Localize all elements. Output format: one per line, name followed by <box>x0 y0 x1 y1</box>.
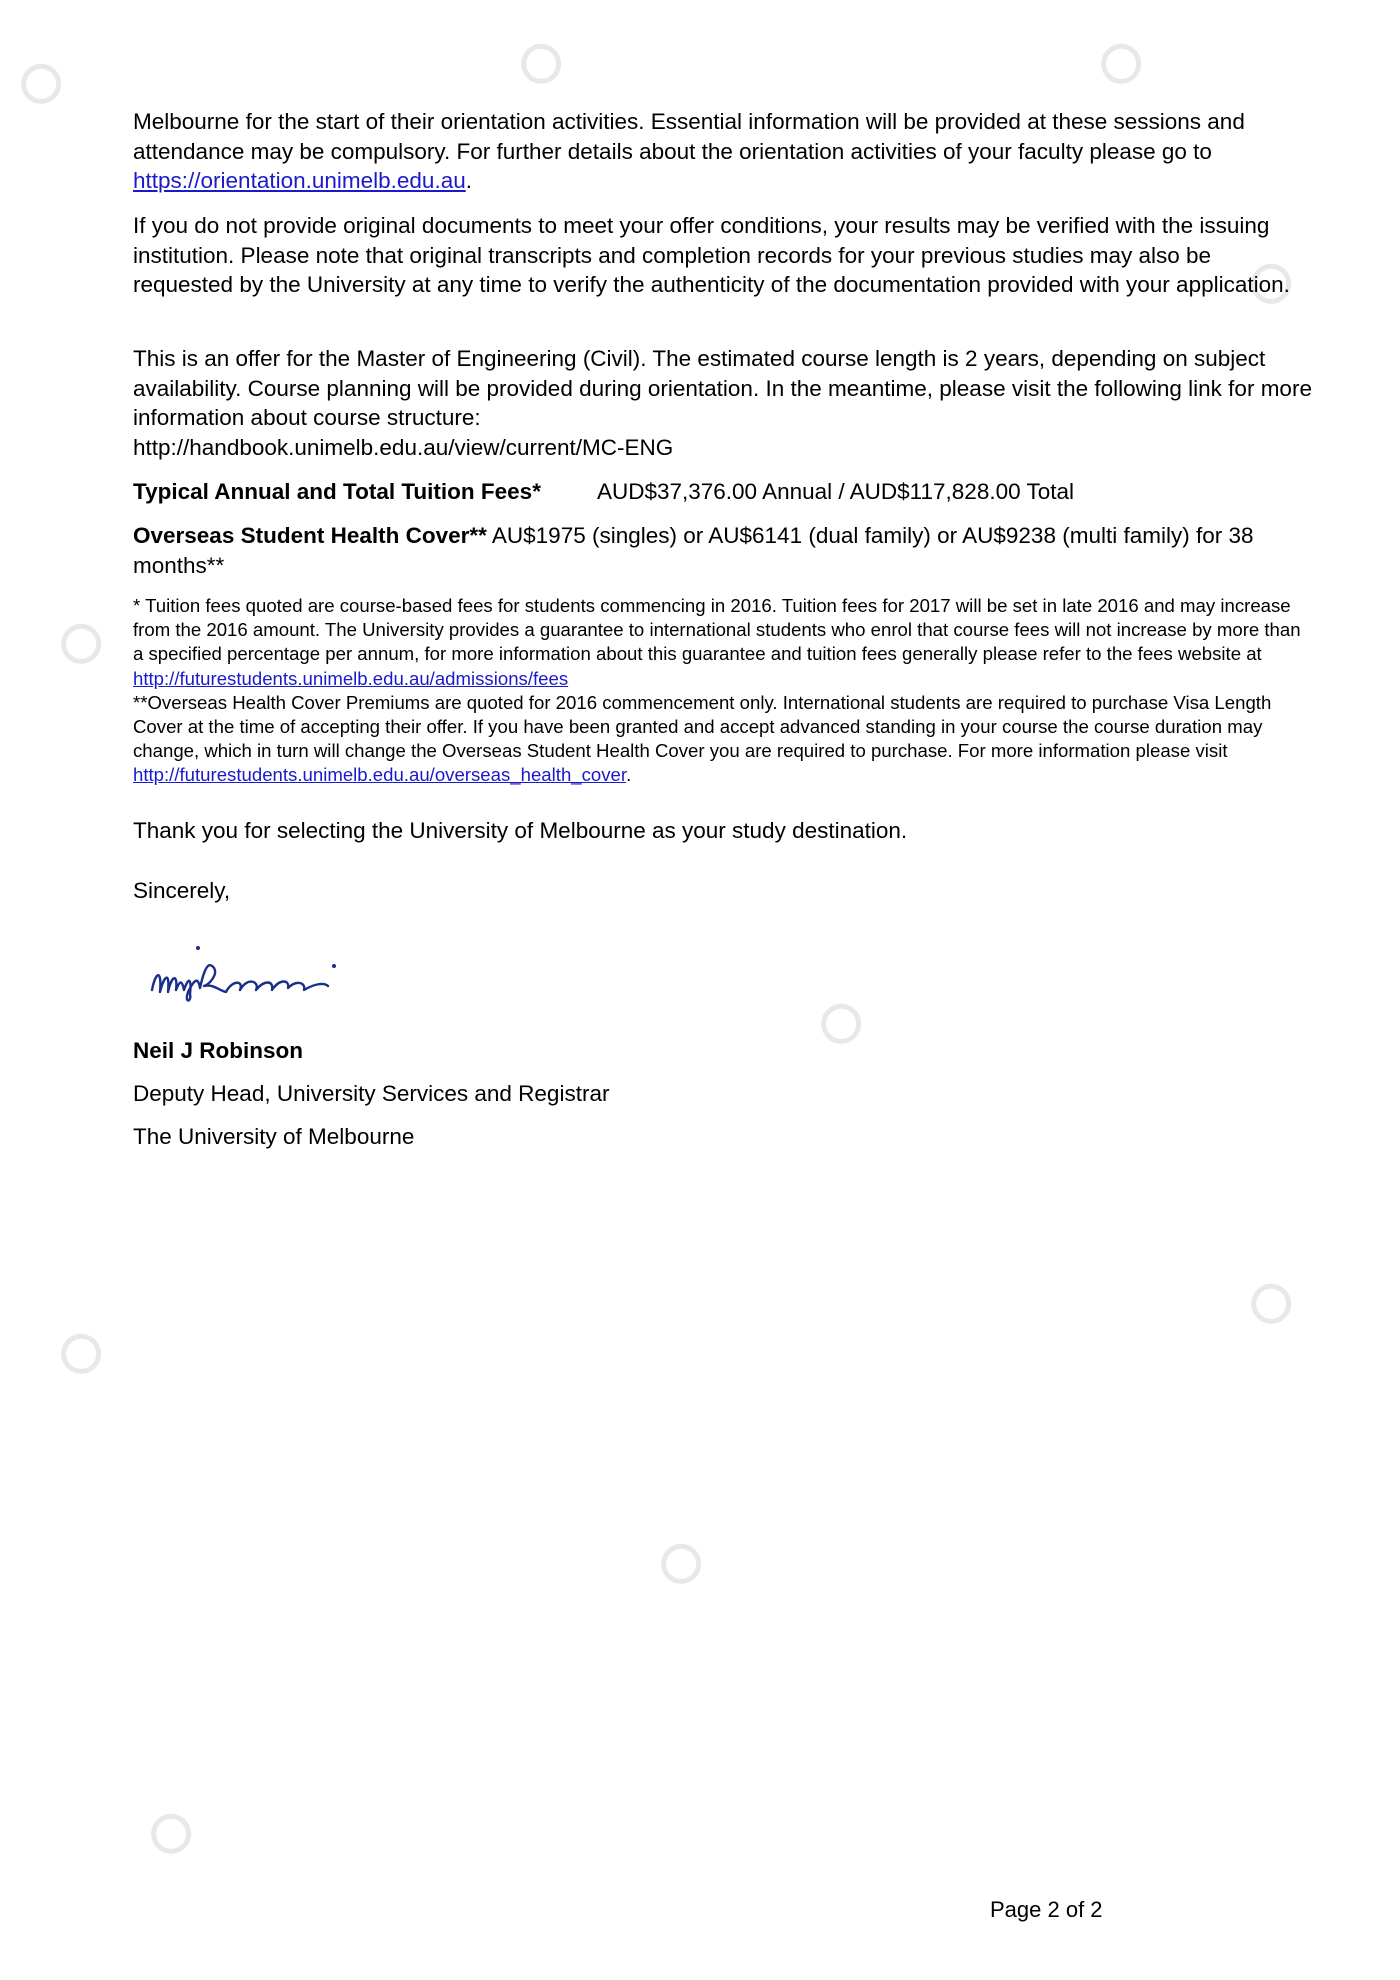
watermark-logo <box>53 1321 115 1381</box>
offer-paragraph <box>133 344 1313 462</box>
tuition-fees-value: AUD$37,376.00 Annual / AUD$117,828.00 Total <box>596 479 1074 504</box>
health-cover-value: AU$1975 (singles) or AU$6141 (dual family) or AU$9238 (multi family) for 38 months** <box>133 523 1254 578</box>
health-footnote-text: **Overseas Health Cover Premiums are quoted for 2016 commencement only. International students are required to purchase Visa Length Cover at the time of accepting their offer. If you have been granted and accept advanced standing in your course the course duration may change, which in turn will change the Overseas Student Health Cover you are required to purchase. For more information please visit <box>133 691 1272 762</box>
health-cover-label: Overseas Student Health Cover** <box>133 523 487 548</box>
footnotes <box>133 594 1313 788</box>
signer-name-block <box>133 1036 1313 1066</box>
tuition-fees-line <box>133 477 1313 507</box>
closing-text: Sincerely, <box>133 878 231 903</box>
watermark-logo <box>513 31 575 91</box>
signer-org: The University of Melbourne <box>133 1124 415 1149</box>
offer-text: This is an offer for the Master of Engineering (Civil). The estimated course length is 2 years, depending on subject availability. Course planning will be provided during orientation. In the meantime, please visit the following link for more information about course structure: <box>133 346 1312 430</box>
signer-name: Neil J Robinson <box>133 1038 304 1063</box>
tuition-footnote-text: * Tuition fees quoted are course-based fees for students commencing in 2016. Tuition fees for 2017 will be set in late 2016 and may increase from the 2016 amount. The University provides a guarantee to international students who enrol that course fees will not increase by more than a specified percentage per annum, for more information about this guarantee and tuition fees generally please refer to the fees website at <box>133 595 1301 665</box>
health-footnote-period: . <box>626 764 632 786</box>
orientation-link[interactable]: https://orientation.unimelb.edu.au <box>133 168 466 193</box>
orientation-text: Melbourne for the start of their orientation activities. Essential information will be provided at these sessions and attendance may be compulsory. For further details about the orientation activities of your faculty please go to <box>133 109 1245 164</box>
tuition-fees-label: Typical Annual and Total Tuition Fees* <box>133 479 541 504</box>
documents-text: If you do not provide original documents to meet your offer conditions, your results may be verified with the issuing institution. Please note that original transcripts and completion records for your previous studies may also be requested by the University at any time to verify the authenticity of the documentation provided with your application. <box>133 213 1290 297</box>
signer-title-block <box>133 1079 1313 1109</box>
thanks-text: Thank you for selecting the University of Melbourne as your study destination. <box>133 818 908 843</box>
watermark-logo <box>143 1801 205 1861</box>
fees-website-link[interactable]: http://futurestudents.unimelb.edu.au/admissions/fees <box>133 667 569 689</box>
health-cover-link[interactable]: http://futurestudents.unimelb.edu.au/overseas_health_cover <box>133 764 627 786</box>
page-number: Page 2 of 2 <box>990 1897 1103 1922</box>
orientation-paragraph <box>133 107 1313 196</box>
watermark-logo <box>1093 31 1155 91</box>
signer-title: Deputy Head, University Services and Registrar <box>133 1081 610 1106</box>
watermark-logo <box>1243 1271 1305 1331</box>
signature <box>148 940 378 1008</box>
documents-paragraph <box>133 211 1313 300</box>
health-cover-line <box>133 521 1313 580</box>
watermark-logo <box>653 1531 715 1591</box>
watermark-logo <box>53 611 115 671</box>
handbook-url: http://handbook.unimelb.edu.au/view/current/MC-ENG <box>133 434 674 460</box>
watermark-logo <box>13 51 75 111</box>
signer-org-block <box>133 1122 1313 1152</box>
orientation-period: . <box>465 168 472 193</box>
closing <box>133 876 1313 906</box>
thanks-paragraph <box>133 816 1313 846</box>
